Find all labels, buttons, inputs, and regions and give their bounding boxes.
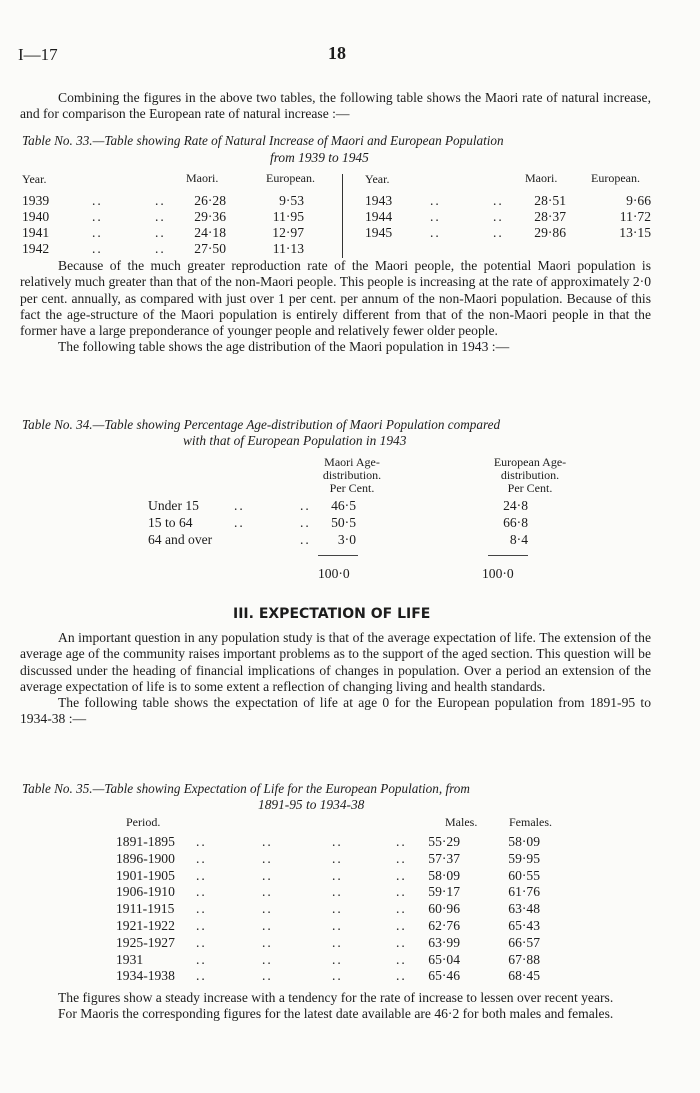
leader-dots: ..	[155, 225, 166, 240]
table33-european-value: 11·95	[272, 209, 304, 224]
leader-dots: ..	[332, 867, 343, 883]
leader-dots: ..	[396, 867, 407, 883]
table33-year: 1944	[365, 209, 393, 224]
leader-dots: ..	[332, 901, 343, 917]
table35-females-value: 68·45	[508, 968, 540, 984]
leader-dots: ..	[262, 901, 273, 917]
table35-females-value: 61·76	[508, 884, 540, 900]
table33-divider	[342, 174, 343, 258]
body-paragraph-1	[20, 258, 651, 356]
table33-maori-value: 29·86	[534, 225, 566, 240]
header-line: distribution.	[500, 468, 560, 482]
table35-period: 1911-1915	[116, 901, 175, 917]
table33-year: 1941	[22, 225, 50, 240]
table33-header-maori-right: Maori.	[525, 171, 558, 185]
paragraph-text: The figures show a steady increase with a tendency for the rate of increase to lessen over recent years.	[58, 990, 614, 1005]
leader-dots: ..	[196, 951, 207, 967]
leader-dots: ..	[196, 867, 207, 883]
table33-european-value: 11·13	[272, 241, 304, 256]
leader-dots: ..	[300, 532, 311, 547]
table33-header-european-right: European.	[591, 171, 640, 185]
leader-dots: ..	[262, 968, 273, 984]
leader-dots: ..	[155, 241, 166, 256]
leader-dots: ..	[196, 850, 207, 866]
leader-dots: ..	[196, 968, 207, 984]
leader-dots: ..	[396, 918, 407, 933]
table33-maori-value: 26·28	[194, 193, 226, 208]
table35-males-value: 60·96	[428, 901, 460, 917]
leader-dots: ..	[396, 934, 407, 950]
table33-maori-value: 28·51	[534, 193, 566, 208]
table34-total-maori: 100·0	[318, 566, 350, 581]
table35-header-period: Period.	[126, 815, 161, 829]
table35-males-value: 57·37	[428, 850, 460, 866]
header-line: Per Cent.	[329, 481, 375, 495]
leader-dots: ..	[196, 834, 207, 849]
paragraph-text: Because of the much greater reproduction rate of the Maori people, the potential Maori population is relatively much greater than that of the non-Maori people. This people is increasing at the rate of approximately 2·0 per cent. annually, as compared with just over 1 per cent. per annum of the non-Maori population. Because of this fact the age-structure of the Maori population is entirely different from that of the non-Maori people in that the former have a large preponderance of younger people and relatively fewer older people.	[20, 258, 651, 339]
table34-european-value: 66·8	[503, 515, 528, 530]
leader-dots: ..	[262, 834, 273, 849]
table35-period: 1891-1895	[116, 834, 175, 849]
table33-year: 1943	[365, 193, 393, 208]
table34-maori-value: 46·5	[331, 498, 356, 513]
table35-females-value: 65·43	[508, 918, 540, 933]
table34-european-value: 24·8	[503, 498, 528, 513]
table35-caption-line2: 1891-95 to 1934-38	[258, 797, 365, 812]
section-heading: III. EXPECTATION OF LIFE	[233, 606, 431, 622]
table33-european-value: 9·66	[626, 193, 651, 208]
header-line: distribution.	[322, 468, 382, 482]
table33-header-maori-left: Maori.	[186, 171, 219, 185]
leader-dots: ..	[396, 951, 407, 967]
table33-year: 1942	[22, 241, 50, 256]
table33-european-value: 13·15	[619, 225, 651, 240]
leader-dots: ..	[262, 934, 273, 950]
leader-dots: ..	[332, 884, 343, 900]
leader-dots: ..	[300, 498, 311, 513]
leader-dots: ..	[262, 884, 273, 900]
table35-header-males: Males.	[445, 815, 478, 829]
table35-males-value: 62·76	[428, 918, 460, 933]
leader-dots: ..	[396, 901, 407, 917]
table34-header-maori	[300, 456, 404, 495]
table33-european-value: 9·53	[279, 193, 304, 208]
header-line: Per Cent.	[507, 481, 553, 495]
leader-dots: ..	[262, 918, 273, 933]
leader-dots: ..	[196, 901, 207, 917]
leader-dots: ..	[332, 918, 343, 933]
table34-caption-line2: with that of European Population in 1943	[183, 433, 407, 448]
table34-rule-maori	[318, 555, 358, 556]
intro-text: Combining the figures in the above two tables, the following table shows the Maori rate of natural increase, and for comparison the European rate of natural increase :—	[20, 90, 651, 122]
page-number: 18	[328, 43, 346, 63]
leader-dots: ..	[234, 498, 245, 513]
leader-dots: ..	[196, 918, 207, 933]
leader-dots: ..	[262, 951, 273, 967]
intro-paragraph	[20, 90, 651, 123]
table35-males-value: 58·09	[428, 867, 460, 883]
table35-period: 1921-1922	[116, 918, 175, 933]
table35-caption-line1: Table No. 35.—Table showing Expectation of Life for the European Population, from	[22, 781, 470, 796]
table33-header-year-left: Year.	[22, 172, 47, 186]
table34-european-value: 8·4	[509, 532, 528, 547]
table34-label: 15 to 64	[148, 515, 193, 530]
leader-dots: ..	[155, 209, 166, 224]
table35-males-value: 65·04	[428, 951, 460, 967]
table34-label: Under 15	[148, 498, 199, 513]
leader-dots: ..	[300, 515, 311, 530]
table33-year: 1945	[365, 225, 393, 240]
leader-dots: ..	[396, 850, 407, 866]
table35-period: 1925-1927	[116, 934, 175, 950]
table35-males-value: 65·46	[428, 968, 460, 984]
table35-females-value: 67·88	[508, 951, 540, 967]
leader-dots: ..	[493, 209, 504, 224]
table34-maori-value: 50·5	[331, 515, 356, 530]
document-reference: I—17	[18, 45, 58, 64]
header-line: European Age-	[493, 455, 567, 469]
table33-maori-value: 27·50	[194, 241, 226, 256]
table34-caption-line1: Table No. 34.—Table showing Percentage Age-distribution of Maori Population compared	[22, 417, 501, 432]
leader-dots: ..	[332, 951, 343, 967]
leader-dots: ..	[396, 968, 407, 984]
leader-dots: ..	[262, 867, 273, 883]
leader-dots: ..	[493, 225, 504, 240]
table33-year: 1939	[22, 193, 50, 208]
table33-maori-value: 24·18	[194, 225, 226, 240]
leader-dots: ..	[155, 193, 166, 208]
table33-year: 1940	[22, 209, 50, 224]
table35-males-value: 63·99	[428, 934, 460, 950]
table35-males-value: 59·17	[428, 884, 460, 900]
table33-caption-line2: from 1939 to 1945	[270, 150, 369, 165]
table35-period: 1931	[116, 951, 144, 967]
table34-maori-value: 3·0	[337, 532, 356, 547]
leader-dots: ..	[92, 241, 103, 256]
paragraph-text: The following table shows the age distribution of the Maori population in 1943 :—	[58, 339, 510, 355]
table35-period: 1896-1900	[116, 850, 175, 866]
table34-rule-european	[488, 555, 528, 556]
table33-caption-line1: Table No. 33.—Table showing Rate of Natural Increase of Maori and European Population	[22, 133, 504, 148]
leader-dots: ..	[396, 834, 407, 849]
table33-european-value: 11·72	[619, 209, 651, 224]
table35-females-value: 60·55	[508, 867, 540, 883]
table35-period: 1901-1905	[116, 867, 175, 883]
paragraph-text: The following table shows the expectation of life at age 0 for the European population from 1891-95 to 1934-38 :—	[20, 695, 651, 727]
table35-females-value: 63·48	[508, 901, 540, 917]
leader-dots: ..	[430, 225, 441, 240]
table34-label: 64 and over	[148, 532, 213, 547]
table33-maori-value: 28·37	[534, 209, 566, 224]
leader-dots: ..	[332, 968, 343, 984]
leader-dots: ..	[493, 193, 504, 208]
table35-period: 1934-1938	[116, 968, 175, 984]
leader-dots: ..	[92, 193, 103, 208]
paragraph-text: An important question in any population study is that of the average expectation of life. The extension of the average age of the community raises important problems as to the support of the aged section. This question will be discussed under the heading of financial implications of changes in population. Over a period an extension of the average expectation of life is to some extent a reflection of changing living and health standards.	[20, 630, 651, 694]
leader-dots: ..	[92, 225, 103, 240]
table33-header-european-left: European.	[266, 171, 315, 185]
table34-header-european	[478, 456, 582, 495]
leader-dots: ..	[196, 934, 207, 950]
leader-dots: ..	[332, 934, 343, 950]
leader-dots: ..	[430, 209, 441, 224]
body-paragraph-5	[20, 990, 651, 1023]
table35-males-value: 55·29	[428, 834, 460, 849]
table35-period: 1906-1910	[116, 884, 175, 900]
header-line: Maori Age-	[324, 455, 380, 469]
table35-females-value: 59·95	[508, 850, 540, 866]
body-paragraph-3	[20, 630, 651, 728]
table33-european-value: 12·97	[272, 225, 304, 240]
leader-dots: ..	[332, 834, 343, 849]
leader-dots: ..	[262, 850, 273, 866]
table35-females-value: 66·57	[508, 934, 540, 950]
leader-dots: ..	[430, 193, 441, 208]
leader-dots: ..	[234, 515, 245, 530]
paragraph-text: For Maoris the corresponding figures for the latest date available are 46·2 for both males and females.	[58, 1006, 614, 1022]
leader-dots: ..	[92, 209, 103, 224]
table33-maori-value: 29·36	[194, 209, 226, 224]
table35-header-females: Females.	[509, 815, 552, 829]
table33-header-year-right: Year.	[365, 172, 390, 186]
leader-dots: ..	[332, 850, 343, 866]
leader-dots: ..	[396, 884, 407, 900]
table34-total-european: 100·0	[482, 566, 514, 581]
table35-females-value: 58·09	[508, 834, 540, 849]
leader-dots: ..	[196, 884, 207, 900]
